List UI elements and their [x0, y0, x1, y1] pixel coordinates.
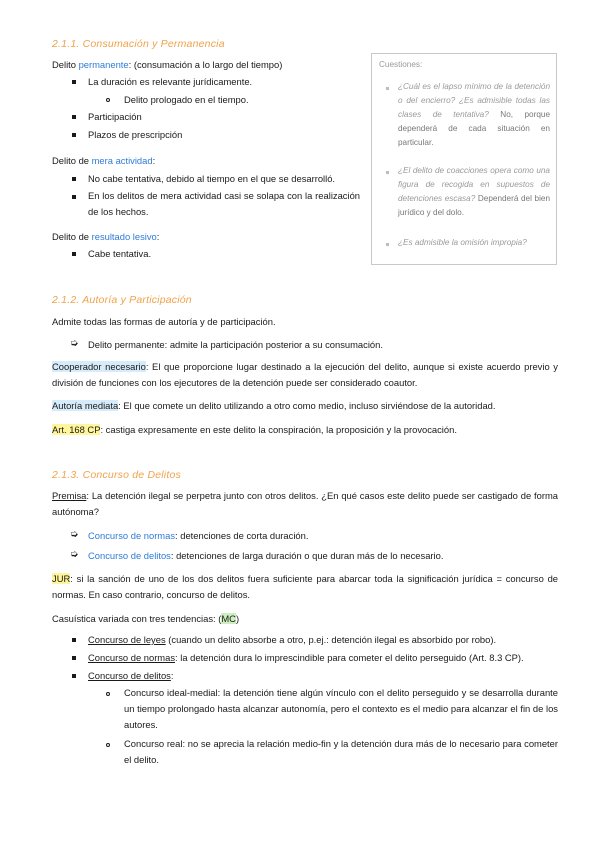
paragraph-jur: [52, 571, 558, 603]
paragraph-text: : castiga expresamente en este delito la conspiración, la proposición y la provocación.: [100, 424, 457, 435]
list-item: La duración es relevante jurídicamente.: [88, 76, 253, 87]
question-2: [398, 164, 550, 220]
label-concurso-leyes: Concurso de leyes: [88, 634, 166, 645]
paragraph-premisa: [52, 488, 558, 520]
label-mc: MC: [221, 613, 236, 624]
bullet-square: [72, 638, 76, 642]
questions-box: [371, 53, 557, 265]
label-suffix: :: [152, 155, 156, 166]
section-heading-concurso: 2.1.3. Concurso de Delitos: [52, 469, 181, 481]
paragraph-text: Casuística variada con tres tendencias:: [52, 613, 219, 624]
paragraph-casuistica: Casuística variada con tres tendencias: (MC): [52, 613, 240, 624]
term-mera-actividad: mera actividad: [91, 155, 153, 166]
paragraph-text: : La detención ilegal se perpetra junto con otros delitos. ¿En qué casos este delito puede ser castigado de forma autónoma?: [52, 490, 558, 517]
list-item: Cabe tentativa.: [88, 248, 152, 259]
question-3: ¿Es admisible la omisión impropia?: [398, 238, 527, 247]
question-text: ¿El delito de coacciones opera como una figura de recogida en supuestos de detenciones escasa?: [398, 166, 550, 203]
arrow-item: [88, 550, 443, 562]
paragraph-text-end: ): [235, 613, 240, 624]
list-item-text: : la detención dura lo imprescindible para cometer el delito perseguido (Art. 8.3 CP).: [175, 652, 524, 663]
question-answer: No, porque dependerá de cada situación en particular.: [398, 110, 550, 147]
delito-mera-actividad-line: [52, 155, 155, 167]
bullet-square: [386, 171, 389, 174]
list-subitem: Delito prologado en el tiempo.: [124, 94, 249, 105]
bullet-circle: [106, 98, 110, 102]
label-premisa: Premisa: [52, 490, 87, 501]
bullet-square: [72, 80, 76, 84]
label-concurso-delitos: Concurso de delitos: [88, 670, 171, 681]
list-item: Plazos de prescripción: [88, 129, 183, 140]
section-heading-autoria: 2.1.2. Autoría y Participación: [52, 294, 192, 306]
paragraph-text: : El que comete un delito utilizando a otro como medio, incluso sirviéndose de la autoridad.: [118, 400, 496, 411]
delito-resultado-line: [52, 231, 159, 243]
arrow-item: Delito permanente: admite la participación posterior a su consumación.: [88, 339, 383, 350]
term-concurso-normas: Concurso de normas: [88, 530, 176, 541]
list-subitem-ideal: Concurso ideal-medial: la detención tiene algún vínculo con el delito perseguido y se desarrolla durante un tiempo prolongado hasta alcanzar autonomía, pero el contexto es el medio para alcanzar el fin de los autores.: [124, 687, 558, 730]
bullet-circle: [106, 692, 110, 696]
bullet-square: [72, 115, 76, 119]
bullet-square: [386, 243, 389, 246]
question-1: [398, 80, 550, 150]
arrow-bullet-icon: ➭: [70, 529, 79, 540]
bullet-square: [72, 195, 76, 199]
bullet-square: [72, 177, 76, 181]
term-permanente: permanente: [78, 59, 129, 70]
label-suffix: :: [156, 231, 160, 242]
arrow-bullet-icon: ➭: [70, 338, 79, 349]
label-suffix: : (consumación a lo largo del tiempo): [128, 59, 283, 70]
questions-title: Cuestiones:: [379, 60, 423, 69]
label-jur: JUR: [52, 573, 71, 584]
paragraph-art168: [52, 424, 457, 436]
label-art168: Art. 168 CP: [52, 424, 101, 435]
section-heading-consumacion: 2.1.1. Consumación y Permanencia: [52, 38, 225, 50]
bullet-square: [386, 87, 389, 90]
list-item: [88, 652, 524, 664]
delito-permanente-line: [52, 59, 282, 71]
bullet-square: [72, 656, 76, 660]
bullet-circle: [106, 743, 110, 747]
arrow-item: [88, 530, 308, 542]
list-item: En los delitos de mera actividad casi se solapa con la realización de los hechos.: [88, 190, 360, 217]
list-item: Participación: [88, 111, 142, 122]
bullet-square: [72, 252, 76, 256]
paragraph-text: : si la sanción de uno de los dos delitos fuera suficiente para abarcar toda la significación jurídica = concurso de normas. En caso contrario, concurso de delitos.: [52, 573, 558, 600]
label-prefix: Delito de: [52, 231, 92, 242]
label-cooperador: Cooperador necesario: [52, 361, 146, 372]
label-prefix: Delito: [52, 59, 79, 70]
list-item-text: (cuando un delito absorbe a otro, p.ej.: detención ilegal es absorbido por robo).: [165, 634, 497, 645]
label-prefix: Delito de: [52, 155, 92, 166]
arrow-item-text: : detenciones de larga duración o que duran más de lo necesario.: [170, 550, 444, 561]
list-subitem-real: Concurso real: no se aprecia la relación medio-fin y la detención dura más de lo necesario para cometer el delito.: [124, 738, 558, 765]
list-item-text: :: [170, 670, 174, 681]
label-mediata: Autoría mediata: [52, 400, 119, 411]
bullet-square: [72, 674, 76, 678]
bullet-square: [72, 133, 76, 137]
paragraph-text: : El que proporcione lugar destinado a la ejecución del delito, aunque si existe acuerdo previo y división de funciones con los ejecutores de la detención puede ser considerado coautor.: [52, 361, 558, 388]
term-resultado-lesivo: resultado lesivo: [91, 231, 157, 242]
paragraph-cooperador: [52, 359, 558, 391]
question-text: ¿Cuál es el lapso mínimo de la detención o del encierro? ¿Es admisible todas las clases de tentativa?: [398, 82, 550, 119]
list-item: [88, 634, 496, 646]
label-concurso-normas: Concurso de normas: [88, 652, 176, 663]
arrow-item-text: : detenciones de corta duración.: [175, 530, 309, 541]
arrow-bullet-icon: ➭: [70, 549, 79, 560]
term-concurso-delitos: Concurso de delitos: [88, 550, 171, 561]
question-answer: Dependerá del bien jurídico y del dolo.: [398, 194, 550, 217]
paragraph-mediata: [52, 400, 496, 412]
list-item: [88, 670, 173, 682]
list-item: No cabe tentativa, debido al tiempo en el que se desarrolló.: [88, 173, 336, 184]
paragraph-intro: Admite todas las formas de autoría y de participación.: [52, 316, 276, 327]
